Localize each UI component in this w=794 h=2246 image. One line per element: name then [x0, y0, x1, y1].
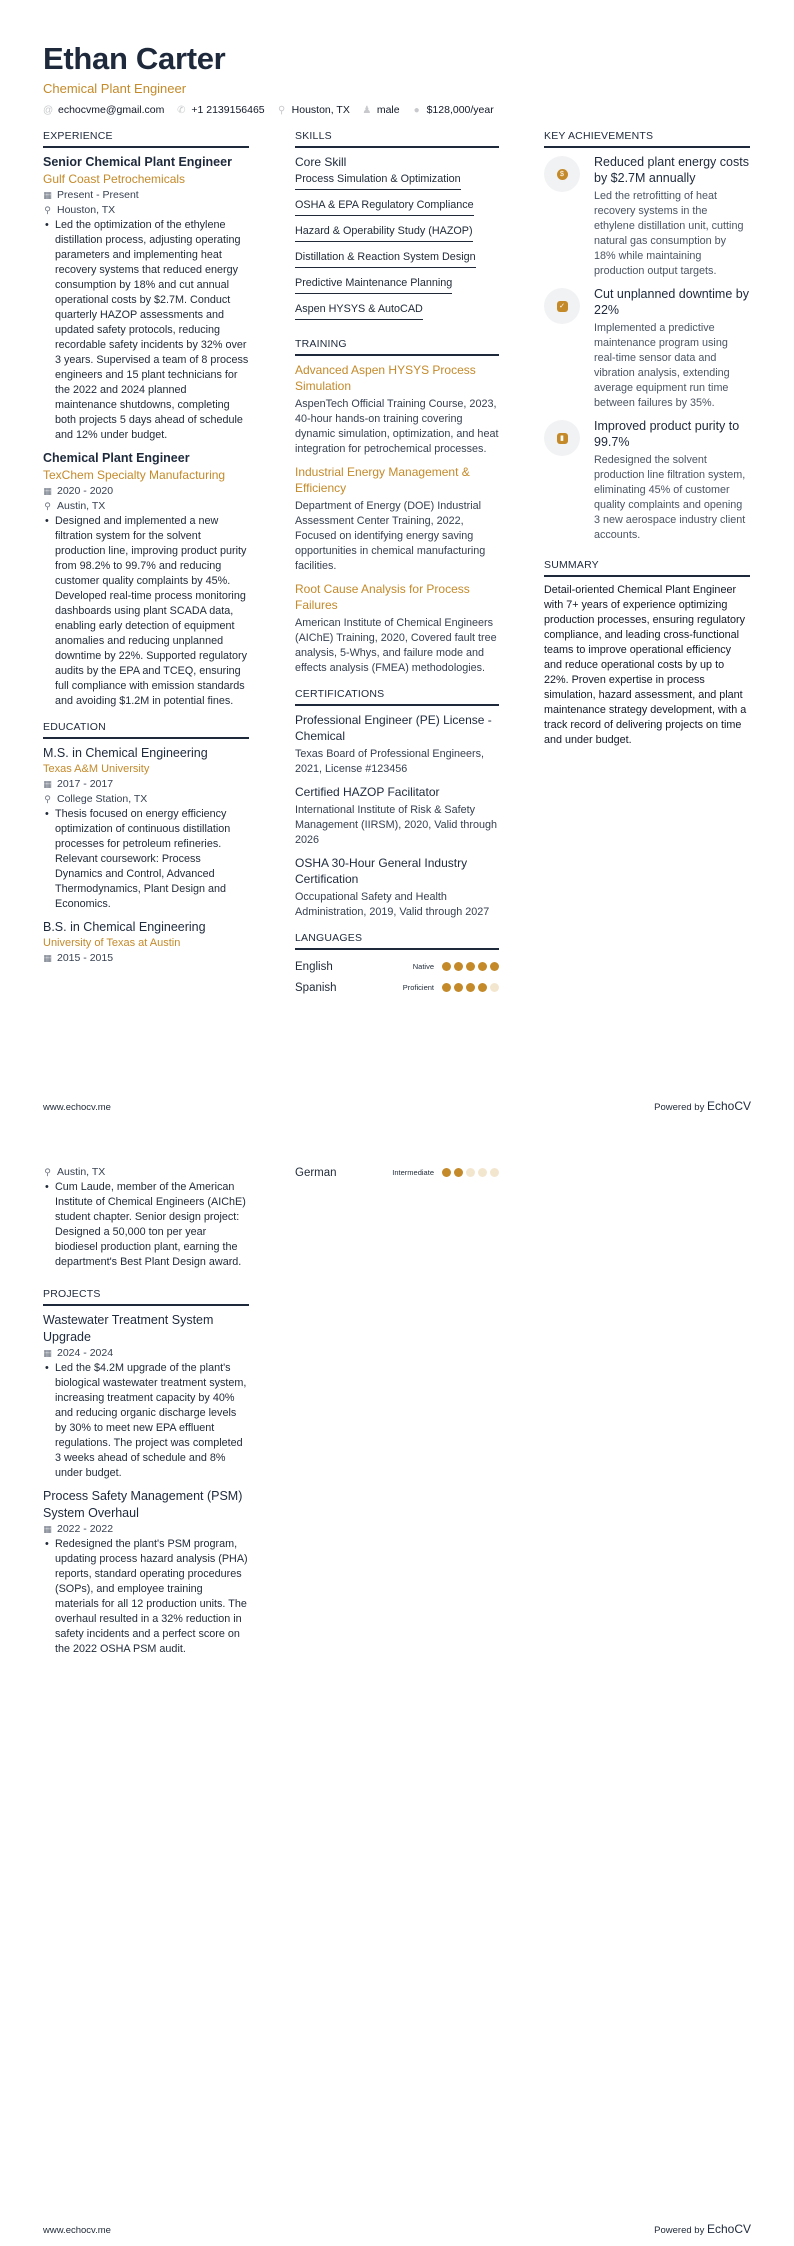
training-description: Department of Energy (DOE) Industrial Assessment Center Training, 2022, Focused on identifying energy saving opportunities in chemical manufacturing facilities.	[295, 500, 486, 572]
skills-subtitle: Core Skill	[295, 155, 347, 169]
job-dates: ▦ Present - Present	[43, 189, 139, 201]
skills-list	[295, 172, 499, 328]
contact-salary: ● $128,000/year	[413, 104, 494, 116]
job-dates: ▦ 2020 - 2020	[43, 485, 114, 497]
section-title-experience: EXPERIENCE	[43, 130, 249, 148]
language-level: Native	[412, 962, 434, 971]
rating-dot-filled	[442, 962, 451, 971]
contact-email[interactable]: @ echocvme@gmail.com	[43, 104, 165, 116]
job-title: Senior Chemical Plant Engineer	[43, 155, 232, 169]
location-pin-icon: ⚲	[44, 1167, 51, 1177]
at-icon: @	[43, 104, 54, 116]
training-title: Industrial Energy Management & Efficiency	[295, 465, 470, 495]
language-level: Intermediate	[392, 1168, 434, 1177]
education-entry-continued	[43, 1165, 249, 1270]
skill-item: Aspen HYSYS & AutoCAD	[295, 302, 423, 320]
edu-location: ⚲ College Station, TX	[44, 793, 148, 805]
bar-chart-icon: ▮	[557, 433, 568, 444]
edu-dates: ▦ 2017 - 2017	[43, 778, 114, 790]
project-description: • Led the $4.2M upgrade of the plant's biological wastewater treatment system, increasing treatment capacity by 40% and reducing organic discharge levels by 30% to meet new EPA effluent regulations. The project was completed 3 weeks ahead of schedule and 8% under budget.	[45, 1362, 247, 1479]
edu-description: • Thesis focused on energy efficiency optimization of continuous distillation processes for petroleum refineries. Relevant coursework: Process Dynamics and Control, Advanced Thermodynamics, Plant Design and Economics.	[45, 808, 231, 910]
page-footer	[43, 1099, 751, 1113]
calendar-icon: ▦	[43, 190, 52, 200]
section-title-languages: LANGUAGES	[295, 932, 499, 950]
rating-dot-empty	[490, 983, 499, 992]
section-title-education: EDUCATION	[43, 721, 249, 739]
certification-title: OSHA 30-Hour General Industry Certification	[295, 856, 468, 886]
language-level: Proficient	[402, 983, 434, 992]
company-name: TexChem Specialty Manufacturing	[43, 468, 226, 482]
location-pin-icon: ⚲	[44, 501, 51, 511]
rating-dot-filled	[454, 962, 463, 971]
rating-dot-filled	[478, 983, 487, 992]
rating-dot-empty	[490, 1168, 499, 1177]
person-icon: ♟	[362, 104, 372, 116]
training-title: Advanced Aspen HYSYS Process Simulation	[295, 363, 476, 393]
contact-bar	[43, 104, 494, 116]
page-footer	[43, 2222, 751, 2236]
left-column	[43, 1165, 249, 1664]
project-dates: ▦ 2022 - 2022	[43, 1523, 114, 1535]
achievement-title: Improved product purity to 99.7%	[594, 419, 740, 449]
education-entry	[43, 745, 249, 912]
achievement-title: Reduced plant energy costs by $2.7M annually	[594, 155, 749, 185]
language-row	[295, 956, 499, 977]
footer-powered: Powered by EchoCV	[654, 2222, 751, 2236]
document-check-icon: ✓	[557, 301, 568, 312]
candidate-title: Chemical Plant Engineer	[43, 81, 187, 96]
degree: M.S. in Chemical Engineering	[43, 746, 208, 760]
company-name: Gulf Coast Petrochemicals	[43, 172, 186, 186]
language-rating	[442, 962, 499, 971]
rating-dot-filled	[454, 983, 463, 992]
rating-dot-filled	[466, 962, 475, 971]
project-entry	[43, 1312, 249, 1481]
project-title: Wastewater Treatment System Upgrade	[43, 1313, 214, 1344]
resume-header	[43, 40, 494, 116]
project-dates: ▦ 2024 - 2024	[43, 1347, 114, 1359]
language-name: Spanish	[295, 981, 337, 994]
location-pin-icon: ⚲	[277, 104, 286, 116]
contact-gender: ♟ male	[362, 104, 400, 116]
achievement-item	[544, 418, 750, 543]
section-title-achievements: KEY ACHIEVEMENTS	[544, 130, 750, 148]
job-location: ⚲ Austin, TX	[44, 500, 106, 512]
language-rating	[442, 983, 499, 992]
school-name: Texas A&M University	[43, 763, 150, 775]
rating-dot-filled	[442, 1168, 451, 1177]
section-title-skills: SKILLS	[295, 130, 499, 148]
calendar-icon: ▦	[43, 486, 52, 496]
rating-dot-filled	[442, 983, 451, 992]
achievement-item	[544, 286, 750, 411]
skill-item: Predictive Maintenance Planning	[295, 276, 452, 294]
project-description: • Redesigned the plant's PSM program, updating process hazard analysis (PHA) reports, standard operating procedures (SOPs), and employee training materials for all 12 production units. The overhaul resulted in a 32% reduction in safety incidents and a perfect score on the 2022 OSHA PSM audit.	[45, 1538, 248, 1655]
language-rating	[442, 1168, 499, 1177]
language-row	[295, 977, 499, 998]
location-pin-icon: ⚲	[44, 794, 51, 804]
brand-name[interactable]: EchoCV	[706, 1099, 751, 1113]
certification-title: Certified HAZOP Facilitator	[295, 785, 440, 799]
skill-item: Process Simulation & Optimization	[295, 172, 461, 190]
calendar-icon: ▦	[43, 779, 52, 789]
brand-name[interactable]: EchoCV	[706, 2222, 751, 2236]
language-name: German	[295, 1166, 337, 1179]
right-column	[544, 130, 750, 748]
job-description: • Led the optimization of the ethylene distillation process, adjusting operating parameters and implementing heat recovery systems that reduced energy consumption by 18% and cut annual operational costs by $2.7M. Conduct quarterly HAZOP assessments and updated safety protocols, reducing recordable safety incidents by 32% over 3 years. Supervised a team of 8 process engineers and 15 plant technicians for the 2022 and 2024 planned maintenance shutdowns, completing both projects 5 days ahead of schedule and 12% under budget.	[45, 219, 249, 441]
middle-column	[295, 130, 499, 998]
candidate-name: Ethan Carter	[43, 41, 226, 76]
salary-icon: ●	[413, 104, 420, 116]
rating-dot-filled	[478, 962, 487, 971]
achievement-description: Led the retrofitting of heat recovery systems in the ethylene distillation unit, cutting natural gas consumption by 18% while maintaining production output targets.	[594, 190, 744, 277]
skill-item: OSHA & EPA Regulatory Compliance	[295, 198, 474, 216]
training-description: AspenTech Official Training Course, 2023, 40-hour hands-on training covering dynamic simulation, optimization, and heat integration for petrochemical processes.	[295, 398, 499, 455]
achievement-description: Implemented a predictive maintenance program using real-time sensor data and vibration analysis, extending average equipment run time between failures by 35%.	[594, 322, 730, 409]
job-description: • Designed and implemented a new filtration system for the solvent production line, improving product purity from 98.2% to 99.7% and reducing customer quality complaints by 45%. Developed real-time process monitoring dashboards using plant SCADA data, enabling early detection of equipment anomalies and reducing unplanned downtime by 22%. Supported regulatory audits by the EPA and TCEQ, ensuring full compliance with emission standards and avoiding $1.2M in potential fines.	[45, 515, 248, 707]
location-pin-icon: ⚲	[44, 205, 51, 215]
training-description: American Institute of Chemical Engineers (AIChE) Training, 2020, Covered fault tree analysis, 5-Whys, and failure mode and effects analysis (FMEA) methodologies.	[295, 617, 497, 674]
education-entry	[43, 919, 249, 966]
rating-dot-filled	[490, 962, 499, 971]
experience-entry	[43, 450, 249, 709]
skill-item: Hazard & Operability Study (HAZOP)	[295, 224, 473, 242]
middle-column	[295, 1165, 499, 1183]
skill-item: Distillation & Reaction System Design	[295, 250, 476, 268]
contact-location: ⚲ Houston, TX	[277, 104, 350, 116]
edu-description: • Cum Laude, member of the American Institute of Chemical Engineers (AIChE) student chapter. Senior design project: Designed a 50,000 ton per year biodiesel production plant, earning the department's Best Plant Design award.	[45, 1181, 246, 1268]
job-title: Chemical Plant Engineer	[43, 451, 190, 465]
footer-url[interactable]: www.echocv.me	[43, 1102, 111, 1113]
certification-description: Texas Board of Professional Engineers, 2021, License #123456	[295, 748, 485, 775]
project-entry	[43, 1488, 249, 1657]
experience-entry	[43, 154, 249, 443]
certification-description: Occupational Safety and Health Administration, 2019, Valid through 2027	[295, 891, 490, 918]
rating-dot-empty	[478, 1168, 487, 1177]
certification-description: International Institute of Risk & Safety Management (IIRSM), 2020, Valid through 2026	[295, 804, 498, 846]
section-title-summary: SUMMARY	[544, 559, 750, 577]
school-name: University of Texas at Austin	[43, 937, 181, 949]
coin-icon: $	[557, 169, 568, 180]
footer-powered: Powered by EchoCV	[654, 1099, 751, 1113]
achievement-description: Redesigned the solvent production line filtration system, eliminating 45% of customer quality complaints and opening 3 new aerospace industry client accounts.	[594, 454, 746, 541]
training-title: Root Cause Analysis for Process Failures	[295, 582, 470, 612]
rating-dot-empty	[466, 1168, 475, 1177]
degree: B.S. in Chemical Engineering	[43, 920, 206, 934]
left-column	[43, 130, 249, 973]
job-location: ⚲ Houston, TX	[44, 204, 116, 216]
resume-page-2	[0, 1123, 794, 2246]
language-name: English	[295, 960, 333, 973]
rating-dot-filled	[454, 1168, 463, 1177]
rating-dot-filled	[466, 983, 475, 992]
section-title-training: TRAINING	[295, 338, 499, 356]
calendar-icon: ▦	[43, 1348, 52, 1358]
contact-phone[interactable]: ✆ +1 2139156465	[177, 104, 265, 116]
language-row	[295, 1162, 499, 1183]
footer-url[interactable]: www.echocv.me	[43, 2225, 111, 2236]
achievement-item	[544, 154, 750, 279]
edu-location: ⚲ Austin, TX	[44, 1166, 106, 1178]
edu-dates: ▦ 2015 - 2015	[43, 952, 114, 964]
section-title-certifications: CERTIFICATIONS	[295, 688, 499, 706]
summary-text: Detail-oriented Chemical Plant Engineer with 7+ years of experience optimizing production processes, ensuring regulatory compliance, and leading cross-functional teams to improve operational efficiency and reduce operational costs by up to 22%. Proven expertise in process simulation, hazard assessment, and plant maintenance strategy development, with a track record of delivering projects on time and under budget.	[544, 584, 747, 746]
section-title-projects: PROJECTS	[43, 1288, 249, 1306]
calendar-icon: ▦	[43, 953, 52, 963]
calendar-icon: ▦	[43, 1524, 52, 1534]
phone-icon: ✆	[177, 104, 186, 116]
achievement-title: Cut unplanned downtime by 22%	[594, 287, 749, 317]
project-title: Process Safety Management (PSM) System Overhaul	[43, 1489, 243, 1520]
certification-title: Professional Engineer (PE) License - Chemical	[295, 713, 492, 743]
